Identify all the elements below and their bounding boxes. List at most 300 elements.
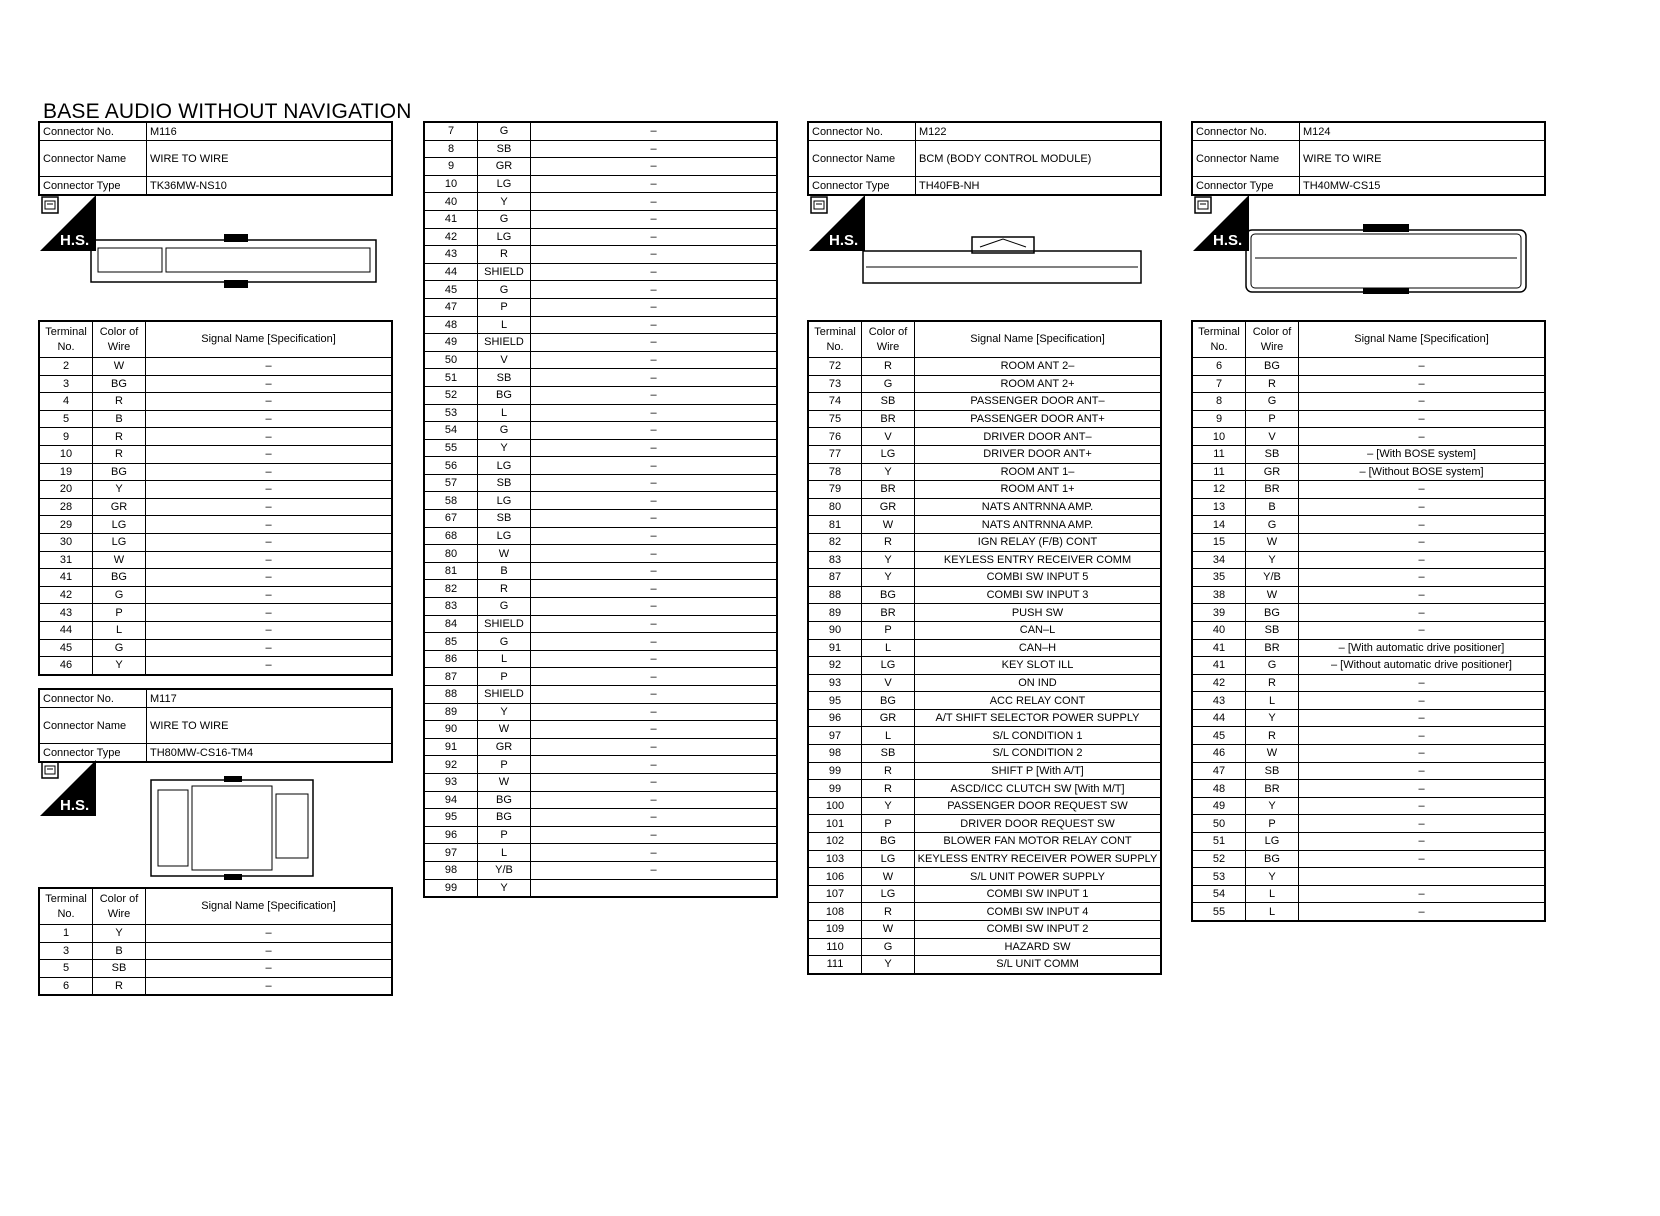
- connector-name-label: Connector Name: [39, 141, 147, 177]
- terminal-no-cell: 98: [424, 861, 478, 879]
- wire-color-cell: BR: [1246, 780, 1299, 798]
- m117-terminal-table: [38, 887, 393, 996]
- table-row: [1192, 762, 1545, 780]
- signal-name-cell: ASCD/ICC CLUTCH SW [With M/T]: [915, 780, 1162, 798]
- terminal-no-header: Terminal No.: [1192, 321, 1246, 358]
- wire-color-cell: SB: [93, 960, 146, 978]
- connector-no-value: M116: [147, 122, 393, 141]
- terminal-no-cell: 84: [424, 615, 478, 633]
- terminal-no-cell: 44: [424, 263, 478, 281]
- terminal-no-cell: 54: [424, 422, 478, 440]
- table-row: [1192, 850, 1545, 868]
- connector-type-label: Connector Type: [1192, 177, 1300, 196]
- signal-name-cell: –: [531, 351, 778, 369]
- page-title: BASE AUDIO WITHOUT NAVIGATION: [43, 100, 412, 123]
- wire-color-cell: GR: [862, 498, 915, 516]
- signal-name-cell: –: [531, 316, 778, 334]
- terminal-no-cell: 80: [808, 498, 862, 516]
- terminal-no-cell: 93: [808, 674, 862, 692]
- wire-color-cell: P: [478, 298, 531, 316]
- connector-name-label: Connector Name: [1192, 141, 1300, 177]
- wire-color-cell: R: [93, 428, 146, 446]
- wire-color-cell: W: [93, 551, 146, 569]
- wire-color-cell: L: [478, 404, 531, 422]
- wire-color-cell: W: [862, 868, 915, 886]
- table-row: [39, 925, 392, 943]
- signal-name-cell: – [Without automatic drive positioner]: [1299, 657, 1546, 675]
- wire-color-cell: G: [1246, 516, 1299, 534]
- table-row: [424, 404, 777, 422]
- table-row: [39, 516, 392, 534]
- table-row: [39, 358, 392, 376]
- signal-name-cell: ROOM ANT 2+: [915, 375, 1162, 393]
- table-row: [808, 657, 1161, 675]
- terminal-no-cell: 34: [1192, 551, 1246, 569]
- signal-name-cell: –: [1299, 428, 1546, 446]
- signal-name-cell: –: [531, 703, 778, 721]
- wire-color-cell: SB: [862, 393, 915, 411]
- wire-color-cell: Y: [478, 879, 531, 897]
- table-row: [424, 527, 777, 545]
- signal-name-cell: –: [146, 551, 393, 569]
- table-row: [1192, 604, 1545, 622]
- table-row: [808, 586, 1161, 604]
- table-row: [808, 621, 1161, 639]
- connector-type-value: TH80MW-CS16-TM4: [147, 744, 393, 763]
- wire-color-cell: BR: [1246, 481, 1299, 499]
- wire-color-cell: Y: [862, 569, 915, 587]
- signal-name-cell: IGN RELAY (F/B) CONT: [915, 533, 1162, 551]
- terminal-no-cell: 6: [39, 977, 93, 995]
- signal-name-cell: –: [531, 650, 778, 668]
- terminal-no-cell: 45: [1192, 727, 1246, 745]
- table-row: [424, 615, 777, 633]
- wire-color-cell: L: [862, 639, 915, 657]
- table-row: [1192, 533, 1545, 551]
- signal-name-cell: –: [1299, 358, 1546, 376]
- terminal-no-cell: 6: [1192, 358, 1246, 376]
- signal-name-cell: –: [1299, 850, 1546, 868]
- wire-color-cell: BR: [1246, 639, 1299, 657]
- wire-color-cell: Y: [1246, 868, 1299, 886]
- connector-type-value: TH40FB-NH: [916, 177, 1162, 196]
- wire-color-cell: GR: [862, 709, 915, 727]
- wire-color-cell: SB: [862, 745, 915, 763]
- wire-color-cell: Y: [93, 657, 146, 675]
- wire-color-cell: LG: [478, 228, 531, 246]
- table-row: [1192, 621, 1545, 639]
- connector-m117-face-icon: [150, 776, 316, 880]
- table-row: [424, 545, 777, 563]
- terminal-no-cell: 56: [424, 457, 478, 475]
- wire-color-cell: G: [478, 122, 531, 140]
- terminal-no-cell: 53: [424, 404, 478, 422]
- signal-name-cell: COMBI SW INPUT 5: [915, 569, 1162, 587]
- terminal-no-cell: 47: [424, 298, 478, 316]
- wire-color-cell: GR: [1246, 463, 1299, 481]
- signal-name-cell: –: [531, 492, 778, 510]
- connector-no-label: Connector No.: [39, 689, 147, 708]
- table-row: [424, 879, 777, 897]
- table-row: [424, 844, 777, 862]
- table-row: [424, 668, 777, 686]
- wire-color-cell: LG: [478, 527, 531, 545]
- terminal-no-cell: 40: [1192, 621, 1246, 639]
- table-row: [424, 316, 777, 334]
- table-row: [424, 263, 777, 281]
- wire-color-cell: BG: [862, 692, 915, 710]
- m122-info-table: [807, 121, 1162, 196]
- color-of-wire-header: Color of Wire: [93, 321, 146, 358]
- table-row: [424, 140, 777, 158]
- wire-color-cell: Y: [93, 925, 146, 943]
- wire-color-cell: W: [93, 358, 146, 376]
- connector-name-value: WIRE TO WIRE: [147, 141, 393, 177]
- table-row: [1192, 481, 1545, 499]
- terminal-no-cell: 89: [424, 703, 478, 721]
- signal-name-cell: HAZARD SW: [915, 938, 1162, 956]
- signal-name-cell: –: [531, 668, 778, 686]
- table-row: [808, 463, 1161, 481]
- table-row: [1192, 745, 1545, 763]
- terminal-no-cell: 86: [424, 650, 478, 668]
- signal-name-cell: –: [1299, 885, 1546, 903]
- wire-color-cell: BG: [93, 569, 146, 587]
- terminal-no-cell: 57: [424, 474, 478, 492]
- signal-name-cell: –: [1299, 481, 1546, 499]
- wire-color-cell: L: [1246, 903, 1299, 921]
- wire-color-cell: R: [862, 762, 915, 780]
- terminal-no-cell: 46: [39, 657, 93, 675]
- signal-name-cell: –: [146, 925, 393, 943]
- signal-name-cell: –: [146, 375, 393, 393]
- signal-name-cell: SHIFT P [With A/T]: [915, 762, 1162, 780]
- wire-color-cell: BG: [478, 791, 531, 809]
- terminal-no-cell: 52: [424, 386, 478, 404]
- signal-name-cell: –: [146, 977, 393, 995]
- table-row: [808, 516, 1161, 534]
- signal-name-cell: PASSENGER DOOR REQUEST SW: [915, 797, 1162, 815]
- table-row: [39, 569, 392, 587]
- terminal-no-cell: 96: [424, 826, 478, 844]
- table-row: [808, 868, 1161, 886]
- signal-name-cell: PASSENGER DOOR ANT–: [915, 393, 1162, 411]
- table-row: [1192, 797, 1545, 815]
- color-of-wire-header: Color of Wire: [1246, 321, 1299, 358]
- terminal-no-cell: 9: [424, 158, 478, 176]
- terminal-no-cell: 87: [808, 569, 862, 587]
- signal-name-cell: DRIVER DOOR ANT+: [915, 445, 1162, 463]
- table-row: [424, 298, 777, 316]
- terminal-no-cell: 99: [424, 879, 478, 897]
- signal-name-cell: –: [146, 516, 393, 534]
- wire-color-cell: BG: [862, 833, 915, 851]
- table-row: [424, 122, 777, 140]
- terminal-no-cell: 85: [424, 633, 478, 651]
- terminal-no-cell: 81: [808, 516, 862, 534]
- signal-name-cell: COMBI SW INPUT 4: [915, 903, 1162, 921]
- hs-badge-icon: [40, 195, 96, 251]
- signal-name-cell: –: [146, 960, 393, 978]
- connector-name-label: Connector Name: [808, 141, 916, 177]
- wire-color-cell: LG: [93, 533, 146, 551]
- signal-name-cell: S/L UNIT POWER SUPPLY: [915, 868, 1162, 886]
- table-row: [808, 498, 1161, 516]
- signal-name-cell: –: [1299, 604, 1546, 622]
- table-row: [424, 756, 777, 774]
- wire-color-cell: G: [478, 598, 531, 616]
- terminal-no-cell: 7: [1192, 375, 1246, 393]
- signal-name-cell: –: [531, 122, 778, 140]
- table-row: [424, 703, 777, 721]
- wire-color-cell: W: [478, 545, 531, 563]
- terminal-no-cell: 41: [39, 569, 93, 587]
- wire-color-cell: BR: [862, 410, 915, 428]
- wire-color-cell: Y: [478, 193, 531, 211]
- signal-name-cell: –: [1299, 815, 1546, 833]
- signal-name-cell: NATS ANTRNNA AMP.: [915, 498, 1162, 516]
- terminal-no-cell: 82: [808, 533, 862, 551]
- terminal-no-cell: 9: [39, 428, 93, 446]
- table-row: [424, 773, 777, 791]
- signal-name-cell: –: [531, 298, 778, 316]
- connector-name-value: BCM (BODY CONTROL MODULE): [916, 141, 1162, 177]
- terminal-no-cell: 83: [808, 551, 862, 569]
- wire-color-cell: SHIELD: [478, 334, 531, 352]
- terminal-no-cell: 8: [1192, 393, 1246, 411]
- terminal-no-cell: 51: [1192, 833, 1246, 851]
- hs-label: H.S.: [60, 797, 90, 814]
- signal-name-cell: COMBI SW INPUT 3: [915, 586, 1162, 604]
- terminal-no-cell: 90: [424, 721, 478, 739]
- table-row: [424, 457, 777, 475]
- connector-no-value: M122: [916, 122, 1162, 141]
- table-row: [1192, 393, 1545, 411]
- signal-name-cell: –: [146, 358, 393, 376]
- terminal-no-cell: 108: [808, 903, 862, 921]
- terminal-no-cell: 101: [808, 815, 862, 833]
- terminal-no-cell: 91: [808, 639, 862, 657]
- hs-badge-icon: [1193, 195, 1249, 251]
- wire-color-cell: L: [1246, 885, 1299, 903]
- wire-color-cell: Y: [862, 463, 915, 481]
- terminal-no-cell: 11: [1192, 445, 1246, 463]
- wire-color-cell: B: [93, 410, 146, 428]
- wire-color-cell: Y: [862, 956, 915, 974]
- table-row: [39, 960, 392, 978]
- signal-name-cell: –: [146, 481, 393, 499]
- connector-m122-face-icon: [862, 235, 1144, 285]
- terminal-no-cell: 99: [808, 762, 862, 780]
- m124-terminal-table: [1191, 320, 1546, 922]
- terminal-no-cell: 83: [424, 598, 478, 616]
- wire-color-cell: BR: [862, 481, 915, 499]
- terminal-no-cell: 42: [39, 586, 93, 604]
- wire-color-cell: BG: [93, 375, 146, 393]
- signal-name-cell: [1299, 868, 1546, 886]
- signal-name-cell: ROOM ANT 1+: [915, 481, 1162, 499]
- signal-name-cell: KEYLESS ENTRY RECEIVER COMM: [915, 551, 1162, 569]
- table-row: [424, 439, 777, 457]
- signal-name-cell: PUSH SW: [915, 604, 1162, 622]
- terminal-no-cell: 10: [1192, 428, 1246, 446]
- terminal-no-cell: 5: [39, 410, 93, 428]
- wire-color-cell: R: [862, 358, 915, 376]
- wire-color-cell: V: [478, 351, 531, 369]
- wire-color-cell: R: [1246, 727, 1299, 745]
- table-row: [808, 569, 1161, 587]
- wire-color-cell: V: [1246, 428, 1299, 446]
- signal-name-cell: –: [531, 474, 778, 492]
- terminal-no-cell: 103: [808, 850, 862, 868]
- wire-color-cell: BR: [862, 604, 915, 622]
- terminal-no-cell: 92: [424, 756, 478, 774]
- terminal-no-cell: 58: [424, 492, 478, 510]
- signal-name-cell: S/L UNIT COMM: [915, 956, 1162, 974]
- table-row: [808, 745, 1161, 763]
- signal-name-cell: S/L CONDITION 1: [915, 727, 1162, 745]
- wire-color-cell: SB: [478, 369, 531, 387]
- connector-type-value: TH40MW-CS15: [1300, 177, 1546, 196]
- table-row: [39, 375, 392, 393]
- connector-no-label: Connector No.: [1192, 122, 1300, 141]
- signal-name-cell: –: [531, 140, 778, 158]
- table-row: [424, 721, 777, 739]
- table-row: [424, 175, 777, 193]
- terminal-no-cell: 97: [424, 844, 478, 862]
- terminal-no-cell: 74: [808, 393, 862, 411]
- wire-color-cell: SB: [478, 140, 531, 158]
- terminal-no-cell: 11: [1192, 463, 1246, 481]
- signal-name-cell: –: [1299, 797, 1546, 815]
- table-row: [1192, 358, 1545, 376]
- terminal-no-cell: 98: [808, 745, 862, 763]
- connector-name-label: Connector Name: [39, 708, 147, 744]
- table-row: [424, 228, 777, 246]
- signal-name-cell: –: [531, 791, 778, 809]
- table-row: [808, 358, 1161, 376]
- wire-color-cell: SB: [1246, 445, 1299, 463]
- signal-name-cell: –: [531, 598, 778, 616]
- table-row: [39, 481, 392, 499]
- terminal-no-cell: 68: [424, 527, 478, 545]
- connector-m116-face-icon: [90, 234, 378, 290]
- terminal-no-cell: 39: [1192, 604, 1246, 622]
- hs-badge-icon: [40, 760, 96, 816]
- table-row: [39, 942, 392, 960]
- terminal-no-cell: 54: [1192, 885, 1246, 903]
- signal-name-cell: –: [146, 639, 393, 657]
- wire-color-cell: W: [1246, 533, 1299, 551]
- terminal-no-cell: 92: [808, 657, 862, 675]
- wire-color-cell: B: [478, 562, 531, 580]
- wire-color-cell: R: [93, 977, 146, 995]
- hs-label: H.S.: [1213, 232, 1243, 249]
- signal-name-cell: –: [531, 773, 778, 791]
- table-row: [39, 586, 392, 604]
- terminal-no-cell: 5: [39, 960, 93, 978]
- m116-info-table: [38, 121, 393, 196]
- terminal-no-cell: 49: [1192, 797, 1246, 815]
- terminal-no-cell: 45: [424, 281, 478, 299]
- hs-label: H.S.: [60, 232, 90, 249]
- terminal-no-cell: 53: [1192, 868, 1246, 886]
- wire-color-cell: R: [93, 445, 146, 463]
- terminal-no-cell: 12: [1192, 481, 1246, 499]
- connector-name-value: WIRE TO WIRE: [1300, 141, 1546, 177]
- table-row: [808, 410, 1161, 428]
- wire-color-cell: P: [862, 621, 915, 639]
- signal-name-cell: DRIVER DOOR REQUEST SW: [915, 815, 1162, 833]
- table-row: [424, 650, 777, 668]
- terminal-no-cell: 41: [1192, 657, 1246, 675]
- terminal-no-cell: 99: [808, 780, 862, 798]
- signal-name-cell: –: [531, 545, 778, 563]
- terminal-no-cell: 82: [424, 580, 478, 598]
- signal-name-cell: A/T SHIFT SELECTOR POWER SUPPLY: [915, 709, 1162, 727]
- signal-name-cell: –: [1299, 393, 1546, 411]
- wire-color-cell: G: [478, 210, 531, 228]
- signal-name-cell: –: [531, 738, 778, 756]
- terminal-no-header: Terminal No.: [808, 321, 862, 358]
- table-row: [424, 633, 777, 651]
- signal-name-cell: –: [1299, 745, 1546, 763]
- table-row: [424, 210, 777, 228]
- signal-name-cell: –: [531, 246, 778, 264]
- signal-name-cell: COMBI SW INPUT 1: [915, 885, 1162, 903]
- wire-color-cell: SHIELD: [478, 615, 531, 633]
- wire-color-cell: P: [478, 668, 531, 686]
- table-row: [808, 393, 1161, 411]
- signal-name-cell: –: [1299, 762, 1546, 780]
- terminal-no-cell: 51: [424, 369, 478, 387]
- table-row: [1192, 375, 1545, 393]
- table-row: [424, 351, 777, 369]
- signal-name-cell: –: [1299, 903, 1546, 921]
- table-row: [1192, 903, 1545, 921]
- wire-color-cell: L: [93, 621, 146, 639]
- table-row: [808, 428, 1161, 446]
- wire-color-cell: LG: [1246, 833, 1299, 851]
- signal-name-cell: –: [531, 527, 778, 545]
- terminal-no-cell: 43: [39, 604, 93, 622]
- terminal-no-cell: 81: [424, 562, 478, 580]
- m117-info-table: [38, 688, 393, 763]
- terminal-no-cell: 28: [39, 498, 93, 516]
- wire-color-cell: LG: [93, 516, 146, 534]
- terminal-no-cell: 1: [39, 925, 93, 943]
- table-row: [39, 533, 392, 551]
- terminal-no-cell: 73: [808, 375, 862, 393]
- wire-color-cell: Y/B: [1246, 569, 1299, 587]
- signal-name-cell: –: [146, 604, 393, 622]
- hs-label: H.S.: [829, 232, 859, 249]
- terminal-no-cell: 44: [39, 621, 93, 639]
- terminal-no-cell: 30: [39, 533, 93, 551]
- signal-name-cell: –: [531, 633, 778, 651]
- signal-name-cell: NATS ANTRNNA AMP.: [915, 516, 1162, 534]
- signal-name-cell: S/L CONDITION 2: [915, 745, 1162, 763]
- signal-name-cell: KEY SLOT ILL: [915, 657, 1162, 675]
- table-row: [1192, 498, 1545, 516]
- terminal-no-cell: 38: [1192, 586, 1246, 604]
- wire-color-cell: SHIELD: [478, 263, 531, 281]
- wire-color-cell: P: [862, 815, 915, 833]
- terminal-no-cell: 43: [1192, 692, 1246, 710]
- wire-color-cell: Y: [862, 551, 915, 569]
- color-of-wire-header: Color of Wire: [93, 888, 146, 925]
- terminal-no-cell: 88: [424, 686, 478, 704]
